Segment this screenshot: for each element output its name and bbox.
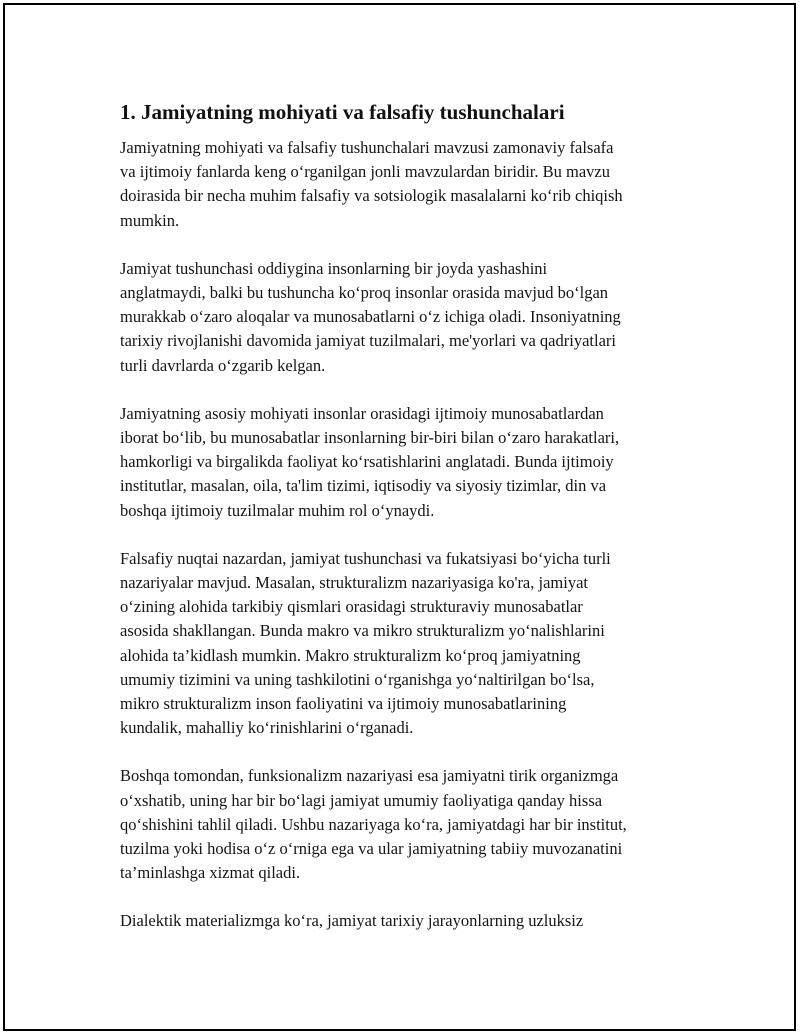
text-line: qo‘shishini tahlil qiladi. Ushbu nazariyaga ko‘ra, jamiyatdagi har bir institut,	[120, 814, 627, 834]
paragraph	[120, 547, 710, 741]
text-line: mumkin.	[120, 210, 180, 230]
text-line: Boshqa tomondan, funksionalizm nazariyasi esa jamiyatni tirik organizmga	[120, 766, 619, 786]
document-page	[3, 3, 796, 1031]
text-line: mikro strukturalizm inson faoliyatini va ijtimoiy munosabatlarining	[120, 694, 567, 714]
paragraph	[120, 257, 710, 378]
text-line: Jamiyat tushunchasi oddiygina insonlarning bir joyda yashashini	[120, 258, 548, 278]
section-heading: 1. Jamiyatning mohiyati va falsafiy tushunchalari	[120, 100, 565, 124]
paragraph	[120, 764, 710, 885]
text-line: doirasida bir necha muhim falsafiy va sotsiologik masalalarni ko‘rib chiqish	[120, 186, 623, 206]
text-line: nazariyalar mavjud. Masalan, strukturalizm nazariyasiga ko'ra, jamiyat	[120, 573, 588, 593]
text-line: alohida ta’kidlash mumkin. Makro strukturalizm ko‘proq jamiyatning	[120, 645, 581, 665]
text-line: umumiy tizimini va uning tashkilotini o‘rganishga yo‘naltirilgan bo‘lsa,	[120, 669, 595, 689]
text-line: tuzilma yoki hodisa o‘z o‘rniga ega va ular jamiyatning tabiiy muvozanatini	[120, 839, 623, 859]
paragraph	[120, 136, 710, 233]
text-line: Falsafiy nuqtai nazardan, jamiyat tushunchasi va fukatsiyasi bo‘yicha turli	[120, 548, 611, 568]
text-line: o‘xshatib, uning har bir bo‘lagi jamiyat umumiy faoliyatiga qanday hissa	[120, 790, 603, 810]
text-line: kundalik, mahalliy ko‘rinishlarini o‘rganadi.	[120, 718, 414, 738]
text-line: anglatmaydi, balki bu tushuncha ko‘proq insonlar orasida mavjud bo‘lgan	[120, 283, 609, 303]
text-line: boshqa ijtimoiy tuzilmalar muhim rol o‘ynaydi.	[120, 500, 435, 520]
text-line: ta’minlashga xizmat qiladi.	[120, 863, 301, 883]
text-line: hamkorligi va birgalikda faoliyat ko‘rsatishlarini anglatadi. Bunda ijtimoiy	[120, 452, 614, 472]
text-line: Dialektik materializmga ko‘ra, jamiyat tarixiy jarayonlarning uzluksiz	[120, 911, 584, 931]
text-line: institutlar, masalan, oila, ta'lim tizimi, iqtisodiy va siyosiy tizimlar, din va	[120, 476, 607, 496]
text-line: Jamiyatning asosiy mohiyati insonlar orasidagi ijtimoiy munosabatlardan	[120, 403, 604, 423]
text-line: Jamiyatning mohiyati va falsafiy tushunchalari mavzusi zamonaviy falsafa	[120, 138, 614, 157]
paragraph	[120, 909, 710, 933]
text-line: va ijtimoiy fanlarda keng o‘rganilgan jonli mavzulardan biridir. Bu mavzu	[120, 162, 610, 182]
paragraph	[120, 402, 710, 523]
text-line: asosida shakllangan. Bunda makro va mikro strukturalizm yo‘nalishlarini	[120, 621, 605, 641]
text-line: tarixiy rivojlanishi davomida jamiyat tuzilmalari, me'yorlari va qadriyatlari	[120, 331, 616, 351]
text-line: iborat bo‘lib, bu munosabatlar insonlarning bir-biri bilan o‘zaro harakatlari,	[120, 428, 620, 448]
text-line: murakkab o‘zaro aloqalar va munosabatlarni o‘z ichiga oladi. Insoniyatning	[120, 307, 621, 327]
document-body	[120, 99, 710, 958]
text-line: turli davrlarda o‘zgarib kelgan.	[120, 355, 326, 375]
text-line: o‘zining alohida tarkibiy qismlari orasidagi strukturaviy munosabatlar	[120, 597, 583, 617]
